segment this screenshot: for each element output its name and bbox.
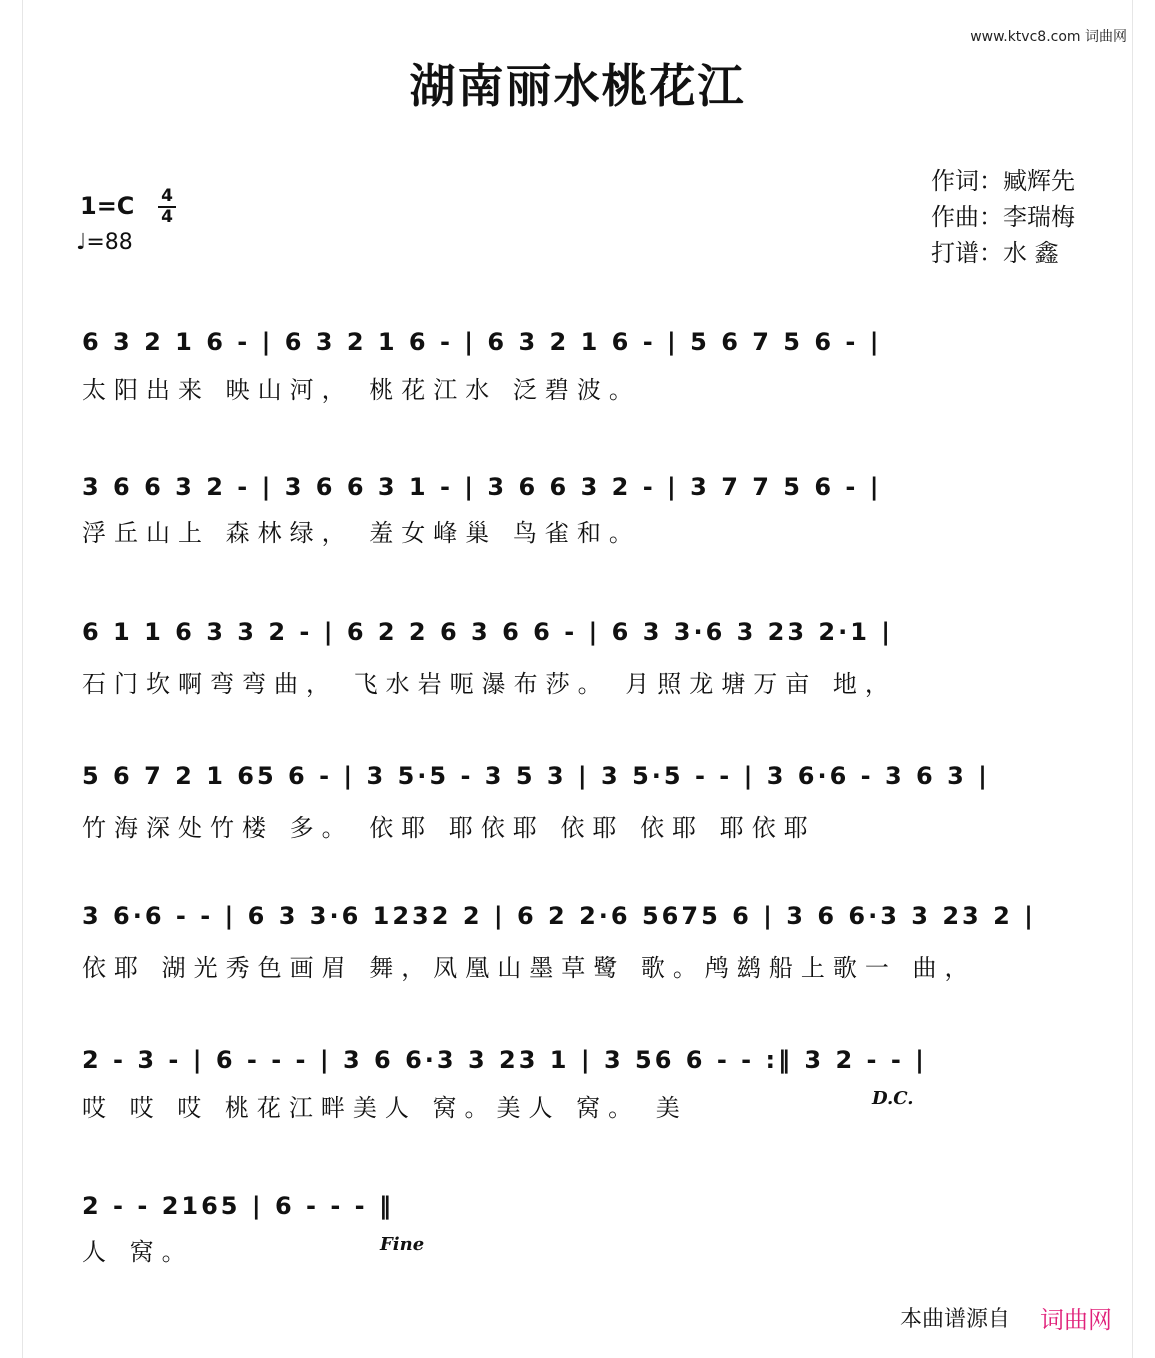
notation-line: 6 3 2 1 6 - | 6 3 2 1 6 - | 6 3 2 1 6 - | 5 6 7 5 6 - | [82, 328, 882, 356]
lyric-line: 哎 哎 哎 桃花江畔美人 窝。美人 窝。 美 [82, 1094, 688, 1122]
lyric-line: 依耶 湖光秀色画眉 舞，凤凰山墨草鹭 歌。鸬鹚船上歌一 曲， [82, 954, 977, 982]
fine-marking: Fine [380, 1234, 425, 1255]
lyricist-credit: 作词：臧辉先 [931, 167, 1075, 195]
left-watermark-strip [0, 0, 23, 1358]
lyric-line: 人 窝。 [82, 1238, 194, 1266]
tempo-marking: ♩=88 [76, 230, 133, 255]
notation-line: 2 - 3 - | 6 - - - | 3 6 6·3 3 23 1 | 3 56 6 - - :‖ 3 2 - - | [82, 1046, 927, 1074]
song-title: 湖南丽水桃花江 [409, 59, 746, 113]
dc-marking: D.C. [872, 1088, 914, 1109]
credits [931, 163, 1075, 271]
site-url: www.ktvc8.com 词曲网 [970, 29, 1127, 45]
footer-brand-link[interactable]: 词曲网 [1040, 1306, 1112, 1334]
notation-line: 3 6·6 - - | 6 3 3·6 1232 2 | 6 2 2·6 5675 6 | 3 6 6·3 3 23 2 | [82, 902, 1036, 930]
notation-line: 2 - - 2165 | 6 - - - ‖ [82, 1192, 394, 1220]
lyric-line: 石门坎啊弯弯曲， 飞水岩呃瀑布莎。 月照龙塘万亩 地， [82, 670, 897, 698]
key-signature: 1=C [80, 192, 135, 220]
lyric-line: 太阳出来 映山河， 桃花江水 泛碧波。 [82, 376, 641, 404]
notation-line: 6 1 1 6 3 3 2 - | 6 2 2 6 3 6 6 - | 6 3 3·6 3 23 2·1 | [82, 618, 894, 646]
lyric-line: 浮丘山上 森林绿， 羞女峰巢 鸟雀和。 [82, 519, 641, 547]
notation-line: 3 6 6 3 2 - | 3 6 6 3 1 - | 3 6 6 3 2 - | 3 7 7 5 6 - | [82, 473, 882, 501]
notation-line: 5 6 7 2 1 65 6 - | 3 5·5 - 3 5 3 | 3 5·5 - - | 3 6·6 - 3 6 3 | [82, 762, 990, 790]
lyric-line: 竹海深处竹楼 多。 依耶 耶依耶 依耶 依耶 耶依耶 [82, 814, 816, 842]
composer-credit: 作曲：李瑞梅 [931, 203, 1075, 231]
time-signature [158, 188, 176, 226]
transcriber-credit: 打谱：水 鑫 [931, 239, 1059, 267]
right-watermark-strip [1132, 0, 1155, 1358]
time-signature-top: 4 [161, 186, 173, 206]
footer-source-text: 本曲谱源自 [900, 1307, 1011, 1332]
time-signature-bottom: 4 [161, 207, 173, 227]
